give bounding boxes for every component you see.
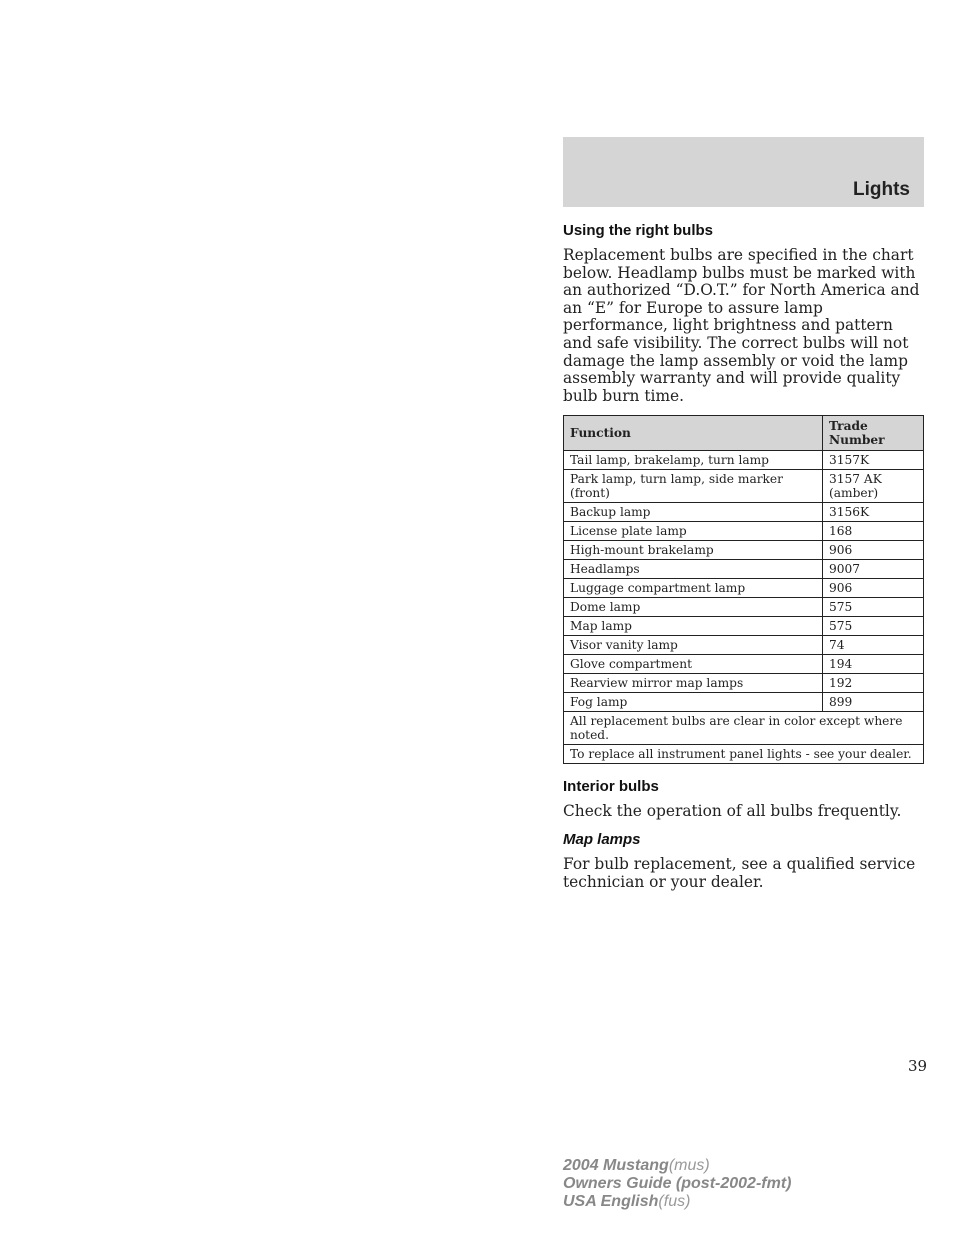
- footer-model-code: (mus): [668, 1157, 710, 1174]
- table-row: [564, 636, 924, 655]
- table-row: [564, 617, 924, 636]
- page-content: [563, 222, 924, 901]
- heading-interior-bulbs: Interior bulbs: [563, 778, 659, 796]
- trade-number-cell: 194: [823, 655, 924, 674]
- function-cell: Fog lamp: [564, 693, 823, 712]
- paragraph-map-lamps: For bulb replacement, see a qualified service technician or your dealer.: [563, 854, 916, 891]
- table-row: [564, 693, 924, 712]
- trade-number-cell: 899: [823, 693, 924, 712]
- section-title: Lights: [853, 179, 910, 200]
- function-cell: Headlamps: [564, 560, 823, 579]
- table-row: [564, 674, 924, 693]
- table-header-row: [564, 416, 924, 451]
- footer-line-language: [563, 1193, 791, 1211]
- table-row: [564, 522, 924, 541]
- trade-number-cell: 906: [823, 541, 924, 560]
- heading-map-lamps: Map lamps: [563, 830, 641, 848]
- function-cell: High-mount brakelamp: [564, 541, 823, 560]
- trade-number-cell: 575: [823, 617, 924, 636]
- table-row: [564, 560, 924, 579]
- table-note-row: [564, 745, 924, 764]
- trade-number-cell: 906: [823, 579, 924, 598]
- document-footer: [563, 1157, 791, 1211]
- trade-number-cell: 3157K: [823, 451, 924, 470]
- function-cell: Glove compartment: [564, 655, 823, 674]
- function-cell: Tail lamp, brakelamp, turn lamp: [564, 451, 823, 470]
- footer-model: 2004 Mustang: [563, 1157, 669, 1174]
- section-header-box: [563, 137, 924, 207]
- function-cell: Park lamp, turn lamp, side marker (front): [564, 470, 823, 503]
- trade-number-cell: 9007: [823, 560, 924, 579]
- table-row: [564, 451, 924, 470]
- trade-number-cell: 575: [823, 598, 924, 617]
- function-cell: Backup lamp: [564, 503, 823, 522]
- function-cell: License plate lamp: [564, 522, 823, 541]
- footer-line-model: [563, 1157, 791, 1175]
- table-note-instrument-panel: To replace all instrument panel lights - see your dealer.: [564, 745, 924, 764]
- table-row: [564, 579, 924, 598]
- function-cell: Visor vanity lamp: [564, 636, 823, 655]
- column-header-trade-number: Trade Number: [823, 416, 924, 451]
- table-note-row: [564, 712, 924, 745]
- table-row: [564, 470, 924, 503]
- page-number: 39: [908, 1057, 928, 1075]
- footer-guide: Owners Guide (post-2002-fmt): [563, 1175, 792, 1192]
- bulb-table: [563, 415, 924, 764]
- paragraph-interior-bulbs: Check the operation of all bulbs frequently.: [563, 802, 902, 821]
- function-cell: Luggage compartment lamp: [564, 579, 823, 598]
- column-header-function: Function: [564, 416, 823, 451]
- footer-language-code: (fus): [658, 1193, 691, 1210]
- table-row: [564, 598, 924, 617]
- table-note-clear-color: All replacement bulbs are clear in color except where noted.: [564, 712, 924, 745]
- function-cell: Map lamp: [564, 617, 823, 636]
- trade-number-cell: 168: [823, 522, 924, 541]
- table-row: [564, 655, 924, 674]
- heading-using-right-bulbs: Using the right bulbs: [563, 222, 713, 239]
- trade-number-cell: 3157 AK (amber): [823, 470, 924, 503]
- trade-number-cell: 3156K: [823, 503, 924, 522]
- trade-number-cell: 192: [823, 674, 924, 693]
- footer-language: USA English: [563, 1193, 659, 1210]
- footer-line-guide: [563, 1175, 791, 1193]
- table-row: [564, 503, 924, 522]
- function-cell: Rearview mirror map lamps: [564, 674, 823, 693]
- function-cell: Dome lamp: [564, 598, 823, 617]
- table-row: [564, 541, 924, 560]
- paragraph-bulb-specification: Replacement bulbs are specified in the chart below. Headlamp bulbs must be marked with an authorized “D.O.T.” for North America and an “E” for Europe to assure lamp performance, light brightness and pattern and safe visibility. The correct bulbs will not damage the lamp assembly or void the lamp assembly warranty and will provide quality bulb burn time.: [563, 246, 920, 405]
- trade-number-cell: 74: [823, 636, 924, 655]
